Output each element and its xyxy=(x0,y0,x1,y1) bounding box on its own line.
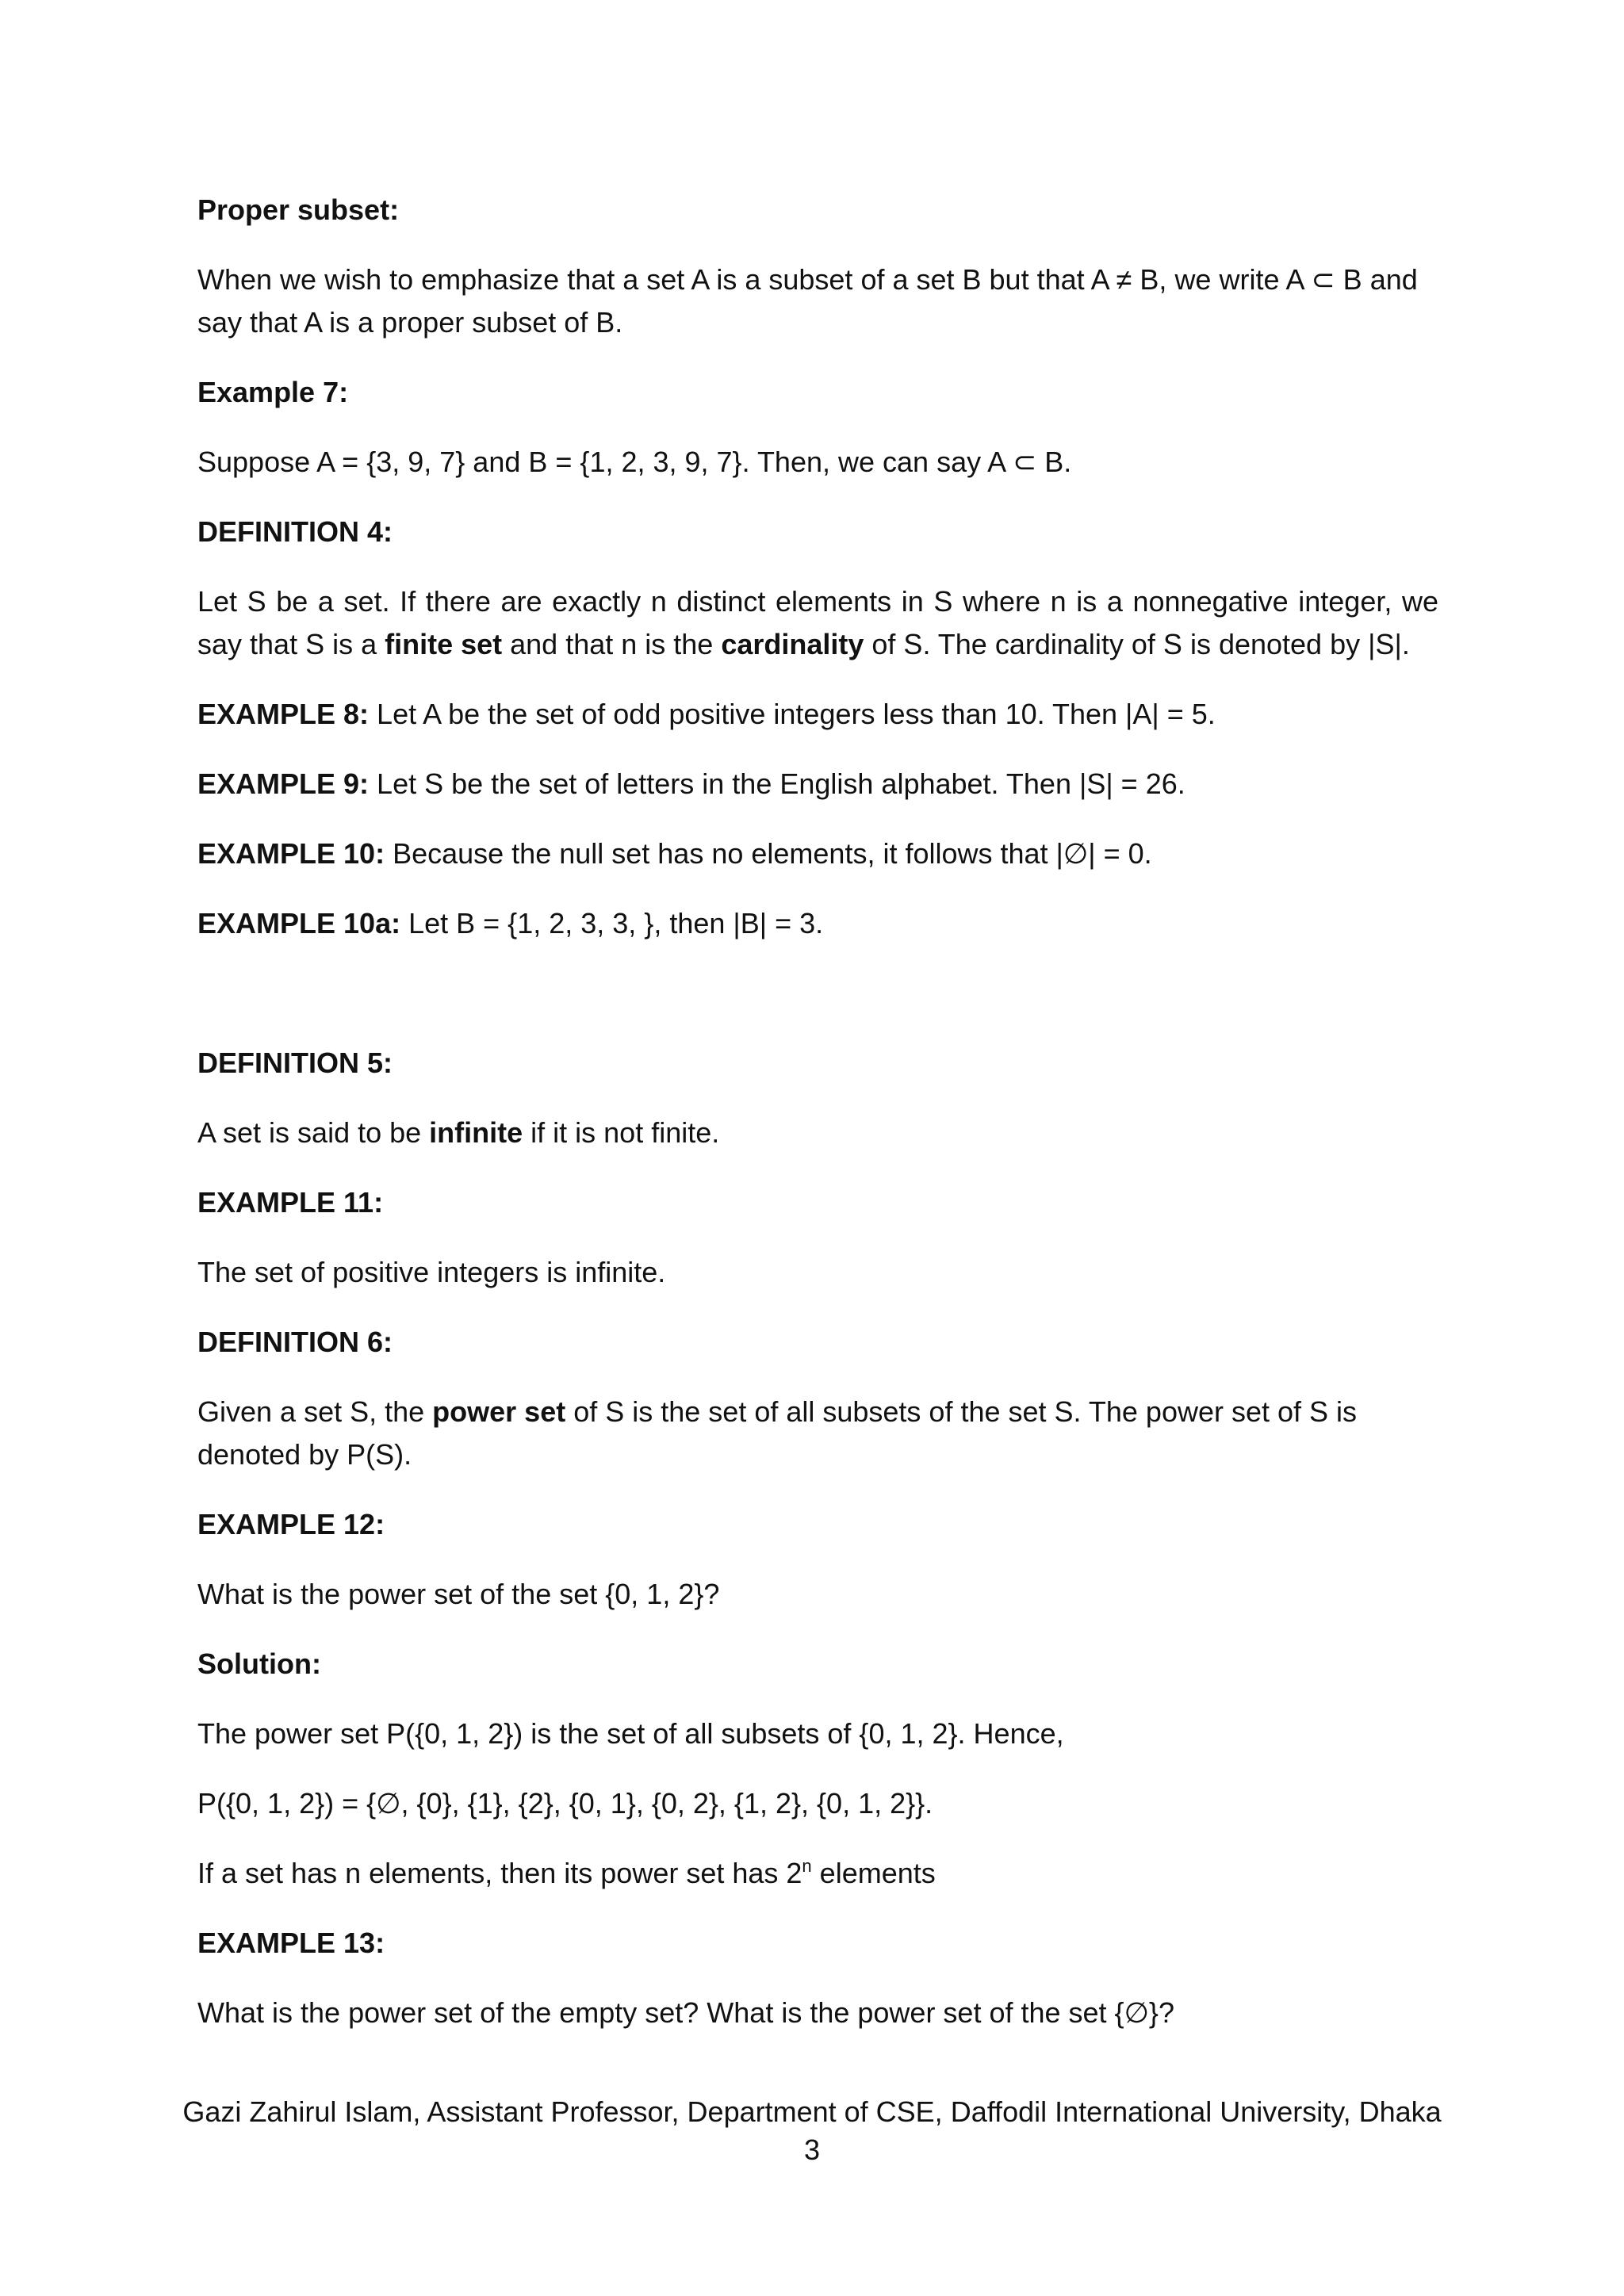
example-9-text: Let S be the set of letters in the English alphabet. Then |S| = 26. xyxy=(369,767,1185,800)
definition-5-text-part: if it is not finite. xyxy=(523,1116,720,1149)
example-11-heading: EXAMPLE 11: xyxy=(197,1186,384,1219)
definition-6-text-part: of S is the set of all subsets of the set S. The power set of S is denoted by P(S). xyxy=(197,1395,1358,1471)
rule-exponent: n xyxy=(802,1856,812,1876)
example-8-text: Let A be the set of odd positive integers less than 10. Then |A| = 5. xyxy=(369,698,1216,730)
definition-5-text-part: A set is said to be xyxy=(197,1116,430,1149)
example-12-question: What is the power set of the set {0, 1, 2}? xyxy=(197,1578,720,1610)
finite-set-term: finite set xyxy=(385,628,503,660)
power-set-result: P({0, 1, 2}) = {∅, {0}, {1}, {2}, {0, 1}, {0, 2}, {1, 2}, {0, 1, 2}}. xyxy=(197,1787,933,1820)
page-number: 3 xyxy=(803,2133,821,2166)
example-13-question: What is the power set of the empty set? What is the power set of the set {∅}? xyxy=(197,1996,1174,2029)
definition-4-heading: DEFINITION 4: xyxy=(197,515,393,548)
definition-5-heading: DEFINITION 5: xyxy=(197,1047,393,1079)
example-12-heading: EXAMPLE 12: xyxy=(197,1508,385,1540)
definition-4-text-part: and that n is the xyxy=(502,628,722,660)
example-10a-text: Let B = {1, 2, 3, 3, }, then |B| = 3. xyxy=(400,907,824,939)
example-7-heading: Example 7: xyxy=(197,376,349,408)
definition-6-text xyxy=(197,1391,1438,1476)
example-10 xyxy=(197,832,1438,875)
page-footer xyxy=(0,2093,1624,2169)
example-9-label: EXAMPLE 9: xyxy=(197,767,370,800)
example-9 xyxy=(197,763,1438,806)
definition-4-text xyxy=(197,580,1438,666)
rule-text-part: If a set has n elements, then its power set has 2 xyxy=(197,1857,802,1889)
page-content xyxy=(197,189,1438,2061)
power-set-size-rule xyxy=(197,1852,1438,1895)
example-10a-label: EXAMPLE 10a: xyxy=(197,907,401,939)
section-spacer xyxy=(197,972,1438,1042)
definition-5-text xyxy=(197,1112,1438,1154)
example-7-text: Suppose A = {3, 9, 7} and B = {1, 2, 3, 9, 7}. Then, we can say A ⊂ B. xyxy=(197,446,1072,478)
proper-subset-heading: Proper subset: xyxy=(197,193,400,226)
definition-6-text-part: Given a set S, the xyxy=(197,1395,433,1428)
example-8-label: EXAMPLE 8: xyxy=(197,698,370,730)
solution-heading: Solution: xyxy=(197,1647,321,1680)
definition-4-text-part: of S. The cardinality of S is denoted by |S|. xyxy=(864,628,1410,660)
example-13-heading: EXAMPLE 13: xyxy=(197,1927,385,1959)
rule-text-part: elements xyxy=(811,1857,936,1889)
cardinality-term: cardinality xyxy=(721,628,864,660)
example-10-text: Because the null set has no elements, it follows that |∅| = 0. xyxy=(385,837,1152,870)
example-10-label: EXAMPLE 10: xyxy=(197,837,385,870)
proper-subset-text: When we wish to emphasize that a set A is a subset of a set B but that A ≠ B, we write A ⊂ B and say that A is a proper subset of B. xyxy=(197,263,1418,339)
example-8 xyxy=(197,693,1438,736)
example-11-text: The set of positive integers is infinite. xyxy=(197,1256,666,1288)
definition-6-heading: DEFINITION 6: xyxy=(197,1326,393,1358)
example-10a xyxy=(197,902,1438,945)
definition-4-text-part: Let S be a set. If there are exactly n distinct elements in S where n is a nonnegative integer, we say that S is a xyxy=(197,585,1438,660)
infinite-term: infinite xyxy=(429,1116,523,1149)
solution-text: The power set P({0, 1, 2}) is the set of all subsets of {0, 1, 2}. Hence, xyxy=(197,1717,1064,1750)
footer-author-line: Gazi Zahirul Islam, Assistant Professor, Department of CSE, Daffodil International University, Dhaka xyxy=(182,2095,1442,2128)
power-set-term: power set xyxy=(432,1395,566,1428)
